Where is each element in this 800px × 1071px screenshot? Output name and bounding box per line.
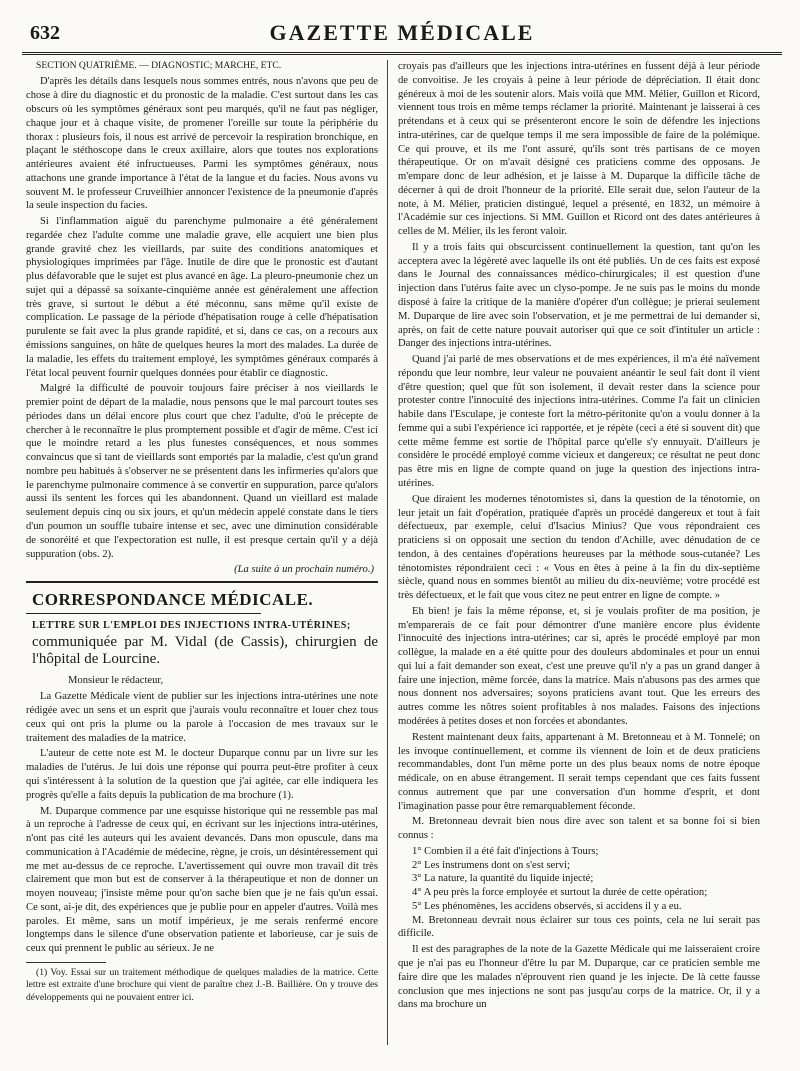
letter-title: LETTRE SUR L'EMPLOI DES INJECTIONS INTRA-UTÉRINES; — [32, 620, 351, 632]
paragraph: croyais pas d'ailleurs que les injections intra-utérines en fussent déjà à leur période de convoitise. Je les croyais à peine à leur période de dépréciation. Il était donc généreux à moi de les soutenir alors. Mais voilà que MM. Mélier, Guillon et Ricord, viennent tous trois en même temps réclamer la priorité. Maintenant je laisserai à ces prétendans et à ceux qui se présenteront encore le soin de défendre les injections intra-utérines, car de quelque temps il me sera impossible de faire de la polémique. Ce qui prouve, et ils me l'ont assuré, qu'ils sont très partisans de ce moyen thérapeutique. Or on m'avait désigné ces praticiens comme des opposans. Je m'empare donc de leur adhésion, et je laisse à M. Duparque la difficile tâche de décerner à qui de droit l'honneur de la priorité. Elle serait due, selon l'auteur de la note, à M. Mélier, praticien distingué, lequel a présenté, en 1832, un mémoire à l'Académie sur ces injections. Si MM. Guillon et Ricord ont des dates antérieures à celles de M. Mélier, ils les feront valoir. — [398, 61, 760, 238]
left-column — [26, 60, 378, 1006]
heading-underline — [26, 613, 261, 614]
list-item: 3° La nature, la quantité du liquide injecté; — [412, 873, 594, 885]
page-header — [22, 18, 782, 55]
list-item: 1° Combien il a été fait d'injections à Tours; — [412, 845, 599, 857]
list-item: 4° A peu près la force employée et surtout la durée de cette opération; — [412, 887, 708, 899]
paragraph: L'auteur de cette note est M. le docteur Duparque connu par un livre sur les maladies de l'utérus. Je lui dois une réponse qui pourra peut-être profiter à ceux qui s'intéressent à la solution de la question que j'ai agitée, car elle indiquera les progrès qu'elle a faits depuis la publication de ma brochure (1). — [26, 748, 378, 801]
paragraph: D'après les détails dans lesquels nous sommes entrés, nous n'avons que peu de chose à dire du diagnostic et du pronostic de la maladie. C'est surtout dans les cas obscurs où les symptômes généraux sont peu marqués, qu'il ne faut pas négliger, chaque jour et à chaque visite, de promener l'oreille sur toute la périphérie du thorax : plusieurs fois, il nous est arrivé de percevoir la respiration bronchique, en plaçant le stéthoscope dans le creux axillaire, alors que toutes nos explorations antérieures avaient été infructueuses. Parmi les symptômes généraux, nous attachons une grande importance à l'état de la langue et du facies. Nous avons vu souvent M. le professeur Cruveilhier annoncer l'existence de la pneumonie d'après la seule inspection du facies. — [26, 76, 378, 212]
paragraph: Il y a trois faits qui obscurcissent continuellement la question, tant qu'on les acceptera avec la légèreté avec laquelle ils ont été publiés. Un de ces faits est exposé dans le Journal des connaissances médico-chirurgicales; il est question d'une injection dans l'utérus faite avec un clyso-pompe. Je ne suis pas le moins du monde disposé à faire la critique de la manière d'opérer d'un collègue; je prierai seulement M. Duparque de lire avec soin l'observation, et je me permettrai de lui demander si, après, on fait de cette nature pouvait autoriser qui que ce soit d'intituler un article : Danger des injections intra-utérines. — [398, 241, 760, 350]
footnote: (1) Voy. Essai sur un traitement méthodique de quelques maladies de la matrice. Cette lettre est extraite d'une brochure qui vient de paraître chez J.-B. Baillière. On y trouve des développements qui ne pouvaient entrer ici. — [26, 966, 378, 1003]
paragraph: Que diraient les modernes ténotomistes si, dans la question de la ténotomie, on leur jetait un fait d'opération, pratiquée d'après un procédé dangereux et tout à fait défectueux, par exemple, celui d'Isacius Minius? Que vous répondraient ces praticiens si on opposait une section du tendon d'Achille, avec dénudation de ce tendon, à des centaines d'opérations heureuses par la méthode sous-cutanée? Les ténotomistes répondraient ceci : « Vous en êtes à peine à la fin du dix-septième siècle, quand nous en sommes bientôt au milieu du dix-neuvième; votre procédé est très défectueux, et le fait que vous citez ne peut entrer en ligne de compte. » — [398, 493, 760, 602]
letter-subtitle: communiquée par M. Vidal (de Cassis), chirurgien de l'hôpital de Lourcine. — [32, 634, 378, 668]
right-column — [398, 60, 760, 1014]
list-item: 5° Les phénomènes, les accidens observés, si accidens il y a eu. — [412, 900, 682, 912]
paragraph: Quand j'ai parlé de mes observations et de mes expériences, il m'a été naïvement répondu que leur nombre, leur valeur ne pouvaient anéantir le seul fait dont il vient d'être question; quel que fût son isolement, il devait rester dans la science pour protester contre l'innocuité des injections intra-utérines. Comme l'a fait un clinicien habile dans l'Esculape, je conteste fort la métro-péritonite qu'on a voulu donner à la femme qui a subi l'expérience ici rapportée, et je répète (ceci a été si souvent dit) que cette même femme est sortie de l'hôpital parce qu'elle s'y ennuyait. D'ailleurs je considère le procédé employé comme vicieux et dangereux; ce résultat ne peut donc pas être mis en ligne de compte quand on juge la question des injections intra-utérines. — [398, 354, 760, 489]
paragraph: M. Bretonneau devrait nous éclairer sur tous ces points, cela ne lui serait pas difficile. — [398, 914, 760, 940]
paragraph: La Gazette Médicale vient de publier sur les injections intra-utérines une note rédigée avec un sens et un esprit que j'aurais voulu reconnaître et louer chez tous ceux qui ont pris la plume ou la parole à l'occasion de mes travaux sur le traitement des maladies de la matrice. — [26, 691, 378, 744]
paragraph: M. Duparque commence par une esquisse historique qui ne ressemble pas mal à un reproche à l'adresse de ceux qui, en écrivant sur les injections intra-utérines, n'ont pas cité les auteurs qui les avaient devancés. Dans mon opuscule, dans ma communication à l'Académie de médecine, règne, je crois, un désintéressement qui me met au-dessus de ce reproche. L'avertissement qui ouvre mon travail dit très clairement que mon but est de conserver à la thérapeutique et non de donner un moyen nouveau; j'insiste même pour qu'on sache bien que je ne fais qu'un essai. Ce sont, ai-je dit, des expériences que je publie pour en appeler d'autres. Voilà mes paroles. Et même, sans un motif impérieux, je me serais renfermé encore longtemps dans le silence d'une observation patiente et laborieuse, car je suis de ceux qui prennent le public au sérieux. Je ne — [26, 805, 378, 955]
paragraph: Malgré la difficulté de pouvoir toujours faire préciser à nos vieillards le premier point de départ de la maladie, nous pensons que le mal parcourt toutes ses périodes dans un délai encore plus court que chez l'adulte, d'où le précepte de chercher à le reconnaître le plus promptement possible et d'agir de même. C'est ici que le moindre retard a les plus funestes conséquences, et nous sommes convaincus que si tant de vieillards sont emportés par la maladie, c'est qu'un grand nombre peu habitués à s'observer ne se présentent dans les infirmeries qu'alors que le parenchyme pulmonaire commence à se convertir en suppuration, parce qu'alors aussi ils sentent les forces qui les abandonnent. Quand un vieillard est malade seulement depuis cinq ou six jours, et qu'un médecin appelé constate dans le tiers d'un poumon un souffle tubaire intense et sec, avec une diminution considérable de sonoréité et que l'expectoration est nulle, il est presque certain qu'il y a déjà suppuration (obs. 2). — [26, 383, 378, 560]
journal-title: GAZETTE MÉDICALE — [269, 20, 535, 45]
list-item: 2° Les instrumens dont on s'est servi; — [412, 859, 570, 871]
correspondence-heading: CORRESPONDANCE MÉDICALE. — [32, 590, 314, 610]
section-heading: SECTION QUATRIÈME. — DIAGNOSTIC; MARCHE, ETC. — [36, 60, 282, 71]
paragraph: Eh bien! je fais la même réponse, et, si je voulais profiter de ma position, je m'emparerais de ce fait pour démontrer d'une manière encore plus évidente l'innocuité des injections intra-utérines; car si, après le procédé employé par mon collègue, la malade en a été quitte pour des douleurs abdominales et pour un ennui qui lui a fait demander son exeat, c'est une preuve qu'il n'y a pas un grand danger à faire une injection, même forcée, dans la matrice. Mais n'abusons pas des armes que nous donnent nos adversaires; soyons praticiens avant tout. Que les erreurs des autres comme les nôtres soient profitables à nos malades. Faisons des injections modérées à petites doses et non forcées et abondantes. — [398, 605, 760, 727]
page-number: 632 — [30, 22, 60, 44]
paragraph: Il est des paragraphes de la note de la Gazette Médicale qui me laisseraient croire que je n'ai pas eu l'honneur d'être lu par M. Duparque, car ce praticien semble me faire dire que les malades n'éprouvent rien quand je les injecte. De là cette fausse conclusion que mes injections ne sont pas jusqu'au corps de la matrice. Or, il y a dans ma brochure un — [398, 944, 760, 1011]
salutation: Monsieur le rédacteur, — [68, 674, 164, 686]
paragraph: Si l'inflammation aiguë du parenchyme pulmonaire a été généralement regardée chez l'adulte comme une maladie grave, elle acquiert une bien plus grande gravité chez les vieillards, par suite des conditions anatomiques et physiologiques imprimées par l'âge. Inutile de dire que le pronostic est d'autant plus défavorable que le sujet est plus avancé en âge. La pleuro-pneumonie chez un sujet qui a dépassé sa soixante-cinquième année est généralement une affection très grave, si surtout le début a été méconnu, sans même qu'il existe de complication. Le passage de la période d'hépatisation rouge à celle d'hépatisation purulente se fait avec la plus grande rapidité, et si, dans ce cas, on a recours aux émissions sanguines, on hâte de quelques heures la mort des malades. La durée de la maladie, les effets du traitement employé, les symptômes généraux comparés à l'état local peuvent fournir quelques données pour établir ce diagnostic. — [26, 216, 378, 379]
column-divider — [387, 60, 388, 1045]
section-rule — [26, 581, 378, 583]
footnote-rule — [26, 962, 106, 963]
continuation-note: (La suite à un prochain numéro.) — [234, 564, 374, 576]
paragraph: Restent maintenant deux faits, appartenant à M. Bretonneau et à M. Tonnelé; on les invoque continuellement, et comme ils viennent de loin et de deux praticiens recommandables, dont l'un même porte un des plus beaux noms de notre époque médicale, on en abuse étrangement. Il serait temps cependant que ces faits fussent connus autrement que par une conversation d'un homme d'esprit, et dont l'imagination passe pour être remarquablement féconde. — [398, 731, 760, 812]
paragraph: M. Bretonneau devrait bien nous dire avec son talent et sa bonne foi si bien connus : — [398, 816, 760, 842]
